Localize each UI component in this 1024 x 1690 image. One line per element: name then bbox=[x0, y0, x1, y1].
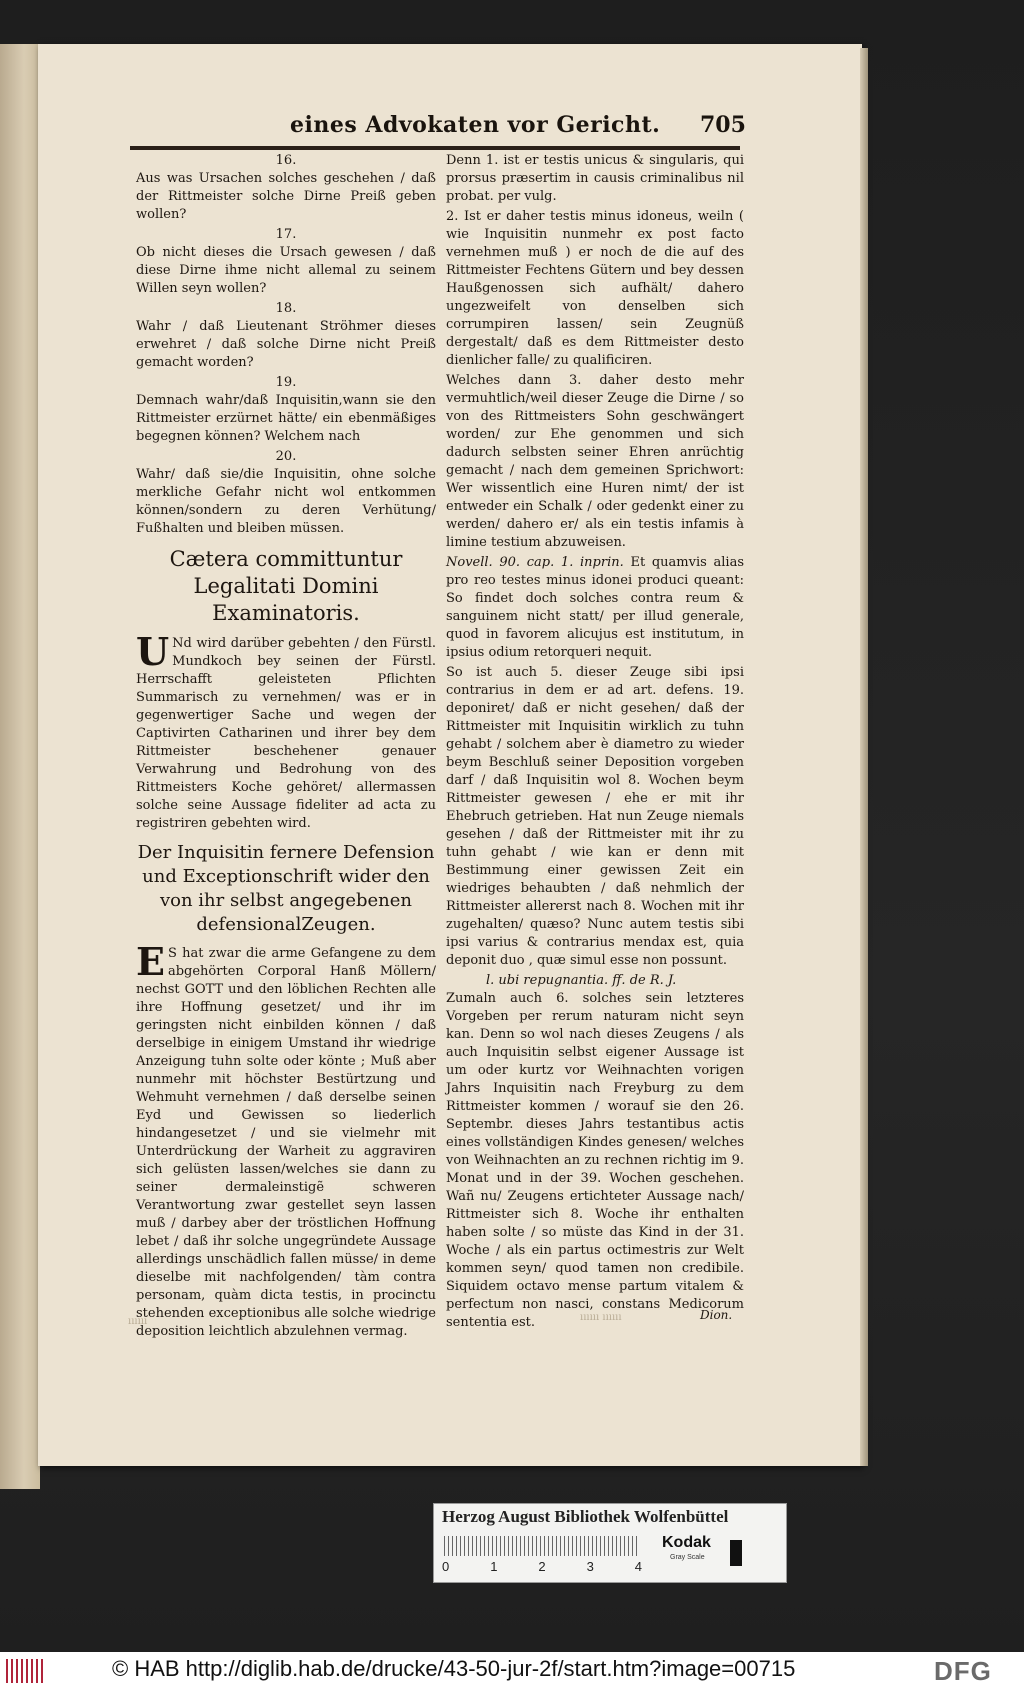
left-page-edge bbox=[0, 44, 40, 1489]
drop-cap: E bbox=[136, 939, 165, 984]
dfg-logo: DFG bbox=[934, 1656, 992, 1686]
page-edge bbox=[860, 48, 868, 1466]
paragraph bbox=[136, 939, 436, 1341]
footer-bar bbox=[0, 1652, 1024, 1690]
question-17: Ob nicht dieses die Ursach gewesen / daß diese Dirne ihme nicht allemal zu seinem Willen seyn wollen? bbox=[136, 245, 436, 296]
paragraph: So ist auch 5. dieser Zeuge sibi ipsi contrarius in dem er ad art. defens. 19. deponiret/ daß er nicht gesehen/ daß der Rittmeister mit Inquisitin wirklich zu tuhn gehabt / solchem aber è diametro zu wieder beym Beschluß seiner Deposition vorgeben darf / daß Inquisitin wol 8. Wochen beym Rittmeister gewesen / ehe er mit ihr Ehebruch getrieben. Hat nun Zeuge niemals gesehen / daß der Rittmeister mit ihr zu tuhn gehabt / wie kan er denn mit Bestimmung einer gewissen Zeit ein wiedriges behaubten / daß nehmlich der Rittmeister allererst nach 8. Wochen mit ihr zugehalten/ quæso? Nunc autem testis sibi ipsi varius & contrarius mendax est, quia deponit duo , quæ simul esse non possunt. bbox=[446, 665, 744, 968]
footer-citation-link[interactable]: © HAB http://diglib.hab.de/drucke/43-50-jur-2f/start.htm?image=00715 bbox=[112, 1656, 796, 1681]
item-number: 17. bbox=[275, 227, 297, 242]
paragraph: Welches dann 3. daher desto mehr vermuhtlich/weil dieser Zeuge die Dirne / so von des Rittmeisters Sohn geschwängert worden/ zur Ehe genommen und sich dadurch selbsten seiner Ehren anrüchtig gemacht / nach dem gemeinen Sprichwort: Wer wissentlich eine Huren nimt/ der ist entweder ein Schalk / oder gedenkt einer zu werden/ dahero er/ als ein testis infamis à limine testium abzuweisen. bbox=[446, 373, 744, 550]
section-heading: Der Inquisitin fernere Defension und Exceptionschrift wider den von ihr selbst angegebenen defensionalZeugen. bbox=[137, 842, 435, 935]
hab-logo-icon bbox=[6, 1659, 46, 1683]
item-number: 16. bbox=[275, 153, 297, 168]
ruler-label: 1 bbox=[490, 1559, 498, 1574]
section-heading: Cætera committuntur Legalitati Domini Examinatoris. bbox=[169, 547, 403, 625]
paragraph bbox=[446, 554, 744, 662]
target-title: Herzog August Bibliothek Wolfenbüttel bbox=[442, 1507, 729, 1526]
ruler-label: 4 bbox=[634, 1559, 642, 1574]
citation: Novell. 90. cap. 1. inprin. bbox=[446, 555, 624, 570]
paragraph: Denn 1. ist er testis unicus & singularis, qui prorsus præsertim in causis criminalibus nil probat. per vulg. bbox=[446, 153, 744, 204]
page-number: 705 bbox=[700, 112, 746, 138]
head-rule bbox=[130, 146, 740, 150]
paragraph: 2. Ist er daher testis minus idoneus, weiln ( wie Inquisitin nunmehr ex post facto vernehmen muß ) er noch de die auf des Rittmeister Fechtens Gütern und bey dessen Haußgenossen sich aufhält/ dahero ungezweifelt von denselben sich corrumpiren lassen/ sein Zeugnüß dergestalt/ daß es dem Rittmeister desto dienlicher falle/ zu qualificiren. bbox=[446, 209, 744, 368]
question-19: Demnach wahr/daß Inquisitin,wann sie den Rittmeister erzürnet hätte/ ein ebenmäßiges begegnen können? Welchem nach bbox=[136, 393, 436, 444]
ruler-label: 0 bbox=[442, 1559, 450, 1574]
paragraph bbox=[136, 629, 436, 833]
ruler-label: 2 bbox=[538, 1559, 546, 1574]
catchword: Dion. bbox=[700, 1308, 733, 1322]
drop-cap: U bbox=[136, 629, 170, 674]
paragraph-text: Nd wird darüber gebehten / den Fürstl. Mundkoch bey seinen der Fürstl. Herrschafft geleisteten Pflichten Summarisch zu vernehmen/ was er in gegenwertiger Sache und wegen der Captivirten Catharinen und ihrer bey dem Rittmeister beschehener genauer Verwahrung und Bedrohung von des Rittmeisters Koche gehöret/ allermassen solche seine Aussage fideliter ad acta zu registriren gebehten wird. bbox=[136, 636, 436, 831]
ruler-label: 3 bbox=[586, 1559, 594, 1574]
item-number: 19. bbox=[275, 375, 297, 390]
citation: l. ubi repugnantia. ff. de R. J. bbox=[486, 973, 677, 988]
bleed-through-text: ıııııı ıııııı bbox=[580, 1312, 622, 1323]
color-target-card bbox=[433, 1503, 787, 1583]
paragraph: Zumaln auch 6. solches sein letzteres Vorgeben per rerum naturam nicht seyn kan. Denn so wol nach dieses Zeugens / als auch Inquisitin selbst eigener Aussage ist um oder kurtz vor Weihnachten vorigen Jahrs Inquisitin nach Freyburg zu dem Rittmeister kommen / worauf sie den 26. Septembr. dieses Jahrs testantibus actis eines vollständigen Kindes genesen/ welches von Weihnachten an zu rechnen richtig im 9. Monat und in der 39. Wochen geschehen. Wañ nu/ Zeugens ertichteter Aussage nach/ Rittmeister sich 8. Woche ihr enthalten haben solte / so müste das Kind in der 31. Woche / als ein partus octimestris zur Welt kommen seyn/ quod tamen non credibile. Siquidem octavo mense partum vitalem & perfectum non nasci, constans Medicorum sententia est. bbox=[446, 991, 744, 1330]
paragraph-text: Et quamvis alias pro reo testes minus idonei produci queant: So findet doch solches contra reum & sanguinem nicht statt/ per illud generale, quod in favorem alicujus est institutum, in ipsius odium retorqueri nequit. bbox=[446, 555, 744, 660]
bleed-through-text: ıııııı bbox=[128, 1316, 148, 1327]
running-head: eines Advokaten vor Gericht. bbox=[290, 112, 661, 138]
question-18: Wahr / daß Lieutenant Ströhmer dieses erwehret / daß solche Dirne nicht Preiß gemacht worden? bbox=[136, 319, 436, 370]
item-number: 20. bbox=[275, 449, 297, 464]
item-number: 18. bbox=[275, 301, 297, 316]
question-16: Aus was Ursachen solches geschehen / daß der Rittmeister solche Dirne Preiß geben wollen? bbox=[136, 171, 436, 222]
gray-patch bbox=[730, 1540, 742, 1566]
paragraph-text: S hat zwar die arme Gefangene zu dem abgehörten Corporal Hanß Möllern/ nechst GOTT und den löblichen Rechten alle ihre Hoffnung gesetzet/ und ihr im geringsten nicht einbilden können / daß derselbige in einigem Umstand ihr wiedrige Anzeigung tuhn solte oder könte ; Muß aber nunmehr mit höchster Bestürtzung und Wehmuht vernehmen / daß derselbe seinen Eyd und Gewissen so liederlich hindangesetzet / und sie vielmehr mit Unterdrückung der Warheit zu aggraviren sich gelüsten lassen/welches sie dann zu seiner dermaleinstigẽ schweren Verantwortung zwar gestellet seyn lassen muß / darbey aber der tröstlichen Hoffnung lebet / daß ihr solche ungegründete Aussage allerdings unschädlich fallen müsse/ in deme dieselbe mit nachfolgenden/ tàm contra personam, quàm dicta testis, in procinctu stehenden exceptionibus alle solche wiedrige deposition leichtlich abzulehnen vermag. bbox=[136, 946, 436, 1339]
ruler bbox=[444, 1536, 639, 1556]
gray-scale-label: Gray Scale bbox=[670, 1554, 705, 1561]
question-20: Wahr/ daß sie/die Inquisitin, ohne solche merkliche Gefahr nicht wol entkommen können/sondern zu deren Verhütung/ Fußhalten und bleiben müssen. bbox=[136, 467, 436, 536]
right-column bbox=[446, 152, 744, 1334]
kodak-logo: Kodak bbox=[662, 1534, 711, 1551]
left-column bbox=[136, 152, 436, 1343]
ruler-labels bbox=[442, 1559, 642, 1574]
